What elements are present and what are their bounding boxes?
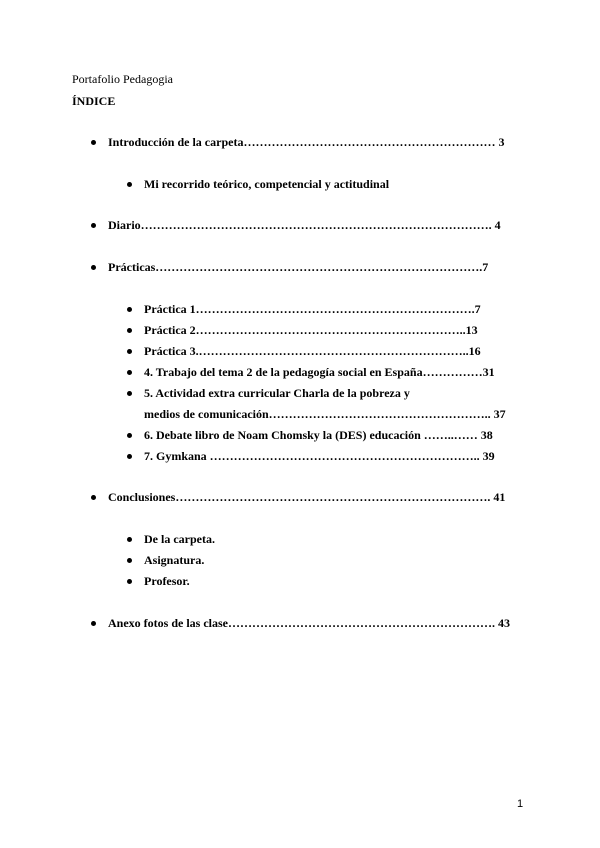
- toc-entry-asignatura[interactable]: [144, 553, 204, 568]
- toc-entry-practica-2[interactable]: [144, 323, 478, 338]
- bullet-icon: [127, 433, 132, 438]
- toc-entry-gymkana[interactable]: [144, 449, 495, 464]
- toc-entry-profesor[interactable]: [144, 574, 190, 589]
- toc-entry-text: Anexo fotos de las clase…………………………………………………………. 43: [108, 616, 510, 630]
- toc-entry-introduccion[interactable]: [108, 135, 504, 150]
- bullet-icon: [91, 140, 96, 145]
- toc-entry-text: Asignatura.: [144, 553, 205, 567]
- toc-entry-debate[interactable]: [144, 428, 493, 443]
- toc-entry-text: medios de comunicación……………………………………………….. 37: [144, 407, 506, 421]
- bullet-icon: [91, 223, 96, 228]
- toc-entry-anexo[interactable]: [108, 616, 510, 631]
- bullet-icon: [127, 328, 132, 333]
- toc-entry-text: Profesor.: [144, 574, 190, 588]
- bullet-icon: [127, 537, 132, 542]
- toc-entry-recorrido[interactable]: [144, 177, 389, 192]
- toc-entry-text: 4. Trabajo del tema 2 de la pedagogía social en España……………31: [144, 365, 495, 379]
- toc-entry-text: Práctica 3.…………………………………………………………..16: [144, 344, 481, 358]
- bullet-icon: [127, 349, 132, 354]
- toc-entry-text: Mi recorrido teórico, competencial y actitudinal: [144, 177, 390, 191]
- index-title: ÍNDICE: [72, 94, 116, 108]
- toc-entry-text: De la carpeta.: [144, 532, 215, 546]
- toc-entry-practica-3[interactable]: [144, 344, 481, 359]
- toc-entry-practicas[interactable]: [108, 260, 488, 275]
- toc-entry-text: Práctica 2…………………………………………………………..13: [144, 323, 478, 337]
- bullet-icon: [91, 495, 96, 500]
- bullet-icon: [127, 454, 132, 459]
- bullet-icon: [91, 621, 96, 626]
- toc-entry-conclusiones[interactable]: [108, 490, 505, 505]
- bullet-icon: [127, 558, 132, 563]
- bullet-icon: [127, 579, 132, 584]
- toc-entry-actividad-continued[interactable]: [144, 407, 506, 422]
- bullet-icon: [91, 265, 96, 270]
- toc-entry-text: 7. Gymkana ………………………………………………………….. 39: [144, 449, 495, 463]
- document-header: Portafolio Pedagogia: [72, 72, 173, 86]
- toc-entry-diario[interactable]: [108, 218, 501, 233]
- toc-entry-practica-1[interactable]: [144, 302, 481, 317]
- bullet-icon: [127, 182, 132, 187]
- toc-entry-trabajo[interactable]: [144, 365, 495, 380]
- toc-entry-text: Diario……………………………………………………………………………. 4: [108, 218, 501, 232]
- bullet-icon: [127, 307, 132, 312]
- toc-entry-actividad[interactable]: [144, 386, 410, 401]
- bullet-icon: [127, 370, 132, 375]
- toc-entry-text: Introducción de la carpeta……………………………………………………… 3: [108, 135, 505, 149]
- toc-entry-text: Conclusiones……………………………………………………………………. 41: [108, 490, 506, 504]
- toc-entry-text: 6. Debate libro de Noam Chomsky la (DES) educación ……..…… 38: [144, 428, 493, 442]
- page-number: 1: [517, 798, 524, 810]
- toc-entry-text: 5. Actividad extra curricular Charla de la pobreza y: [144, 386, 410, 400]
- toc-entry-text: Práctica 1…………………………………………………………….7: [144, 302, 481, 316]
- bullet-icon: [127, 391, 132, 396]
- toc-entry-de-la-carpeta[interactable]: [144, 532, 215, 547]
- toc-entry-text: Prácticas……………………………………………………………………….7: [108, 260, 489, 274]
